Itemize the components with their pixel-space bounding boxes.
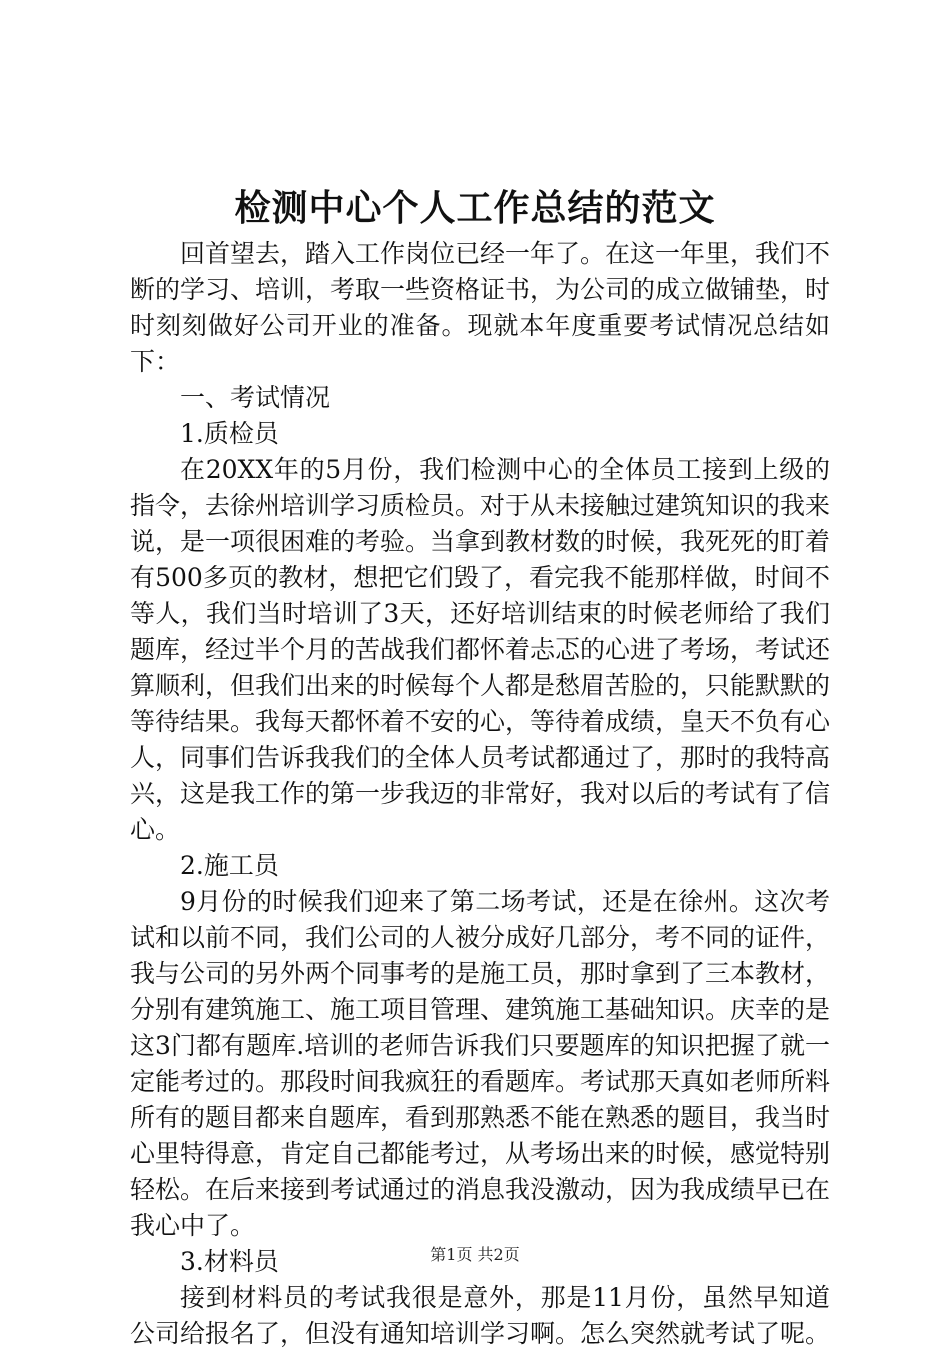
section-heading: 一、考试情况 [180,383,331,412]
document-body [130,236,830,1352]
item-heading-construction-worker: 2.施工员 [180,851,279,880]
paragraph-materials-clerk: 接到材料员的考试我很是意外，那是11月份，虽然早知道公司给报名了，但没有通知培训学习啊。怎么突然就考试了呢。 [130,1283,831,1348]
item-heading-quality-inspector: 1.质检员 [180,419,279,448]
intro-paragraph: 回首望去，踏入工作岗位已经一年了。在这一年里，我们不断的学习、培训，考取一些资格证书，为公司的成立做铺垫，时时刻刻做好公司开业的准备。现就本年度重要考试情况总结如下： [130,239,831,376]
item-heading-materials-clerk: 3.材料员 [180,1247,279,1276]
paragraph-construction-worker: 9月份的时候我们迎来了第二场考试，还是在徐州。这次考试和以前不同，我们公司的人被分成好几部分，考不同的证件，我与公司的另外两个同事考的是施工员，那时拿到了三本教材，分别有建筑施工、施工项目管理、建筑施工基础知识。庆幸的是这3门都有题库.培训的老师告诉我们只要题库的知识把握了就一定能考过的。那段时间我疯狂的看题库。考试那天真如老师所料所有的题目都来自题库，看到那熟悉不能在熟悉的题目，我当时心里特得意，肯定自己都能考过，从考场出来的时候，感觉特别轻松。在后来接到考试通过的消息我没激动，因为我成绩早已在我心中了。 [130,887,831,1240]
document-title: 检测中心个人工作总结的范文 [234,187,716,229]
page-footer: 第1页 共2页 [430,1245,520,1264]
paragraph-quality-inspector: 在20XX年的5月份，我们检测中心的全体员工接到上级的指令，去徐州培训学习质检员。对于从未接触过建筑知识的我来说，是一项很困难的考验。当拿到教材数的时候，我死死的盯着有500多页的教材，想把它们毁了，看完我不能那样做，时间不等人，我们当时培训了3天，还好培训结束的时候老师给了我们题库，经过半个月的苦战我们都怀着忐忑的心进了考场，考试还算顺利，但我们出来的时候每个人都是愁眉苦脸的，只能默默的等待结果。我每天都怀着不安的心，等待着成绩，皇天不负有心人，同事们告诉我我们的全体人员考试都通过了，那时的我特高兴，这是我工作的第一步我迈的非常好，我对以后的考试有了信心。 [130,455,831,844]
